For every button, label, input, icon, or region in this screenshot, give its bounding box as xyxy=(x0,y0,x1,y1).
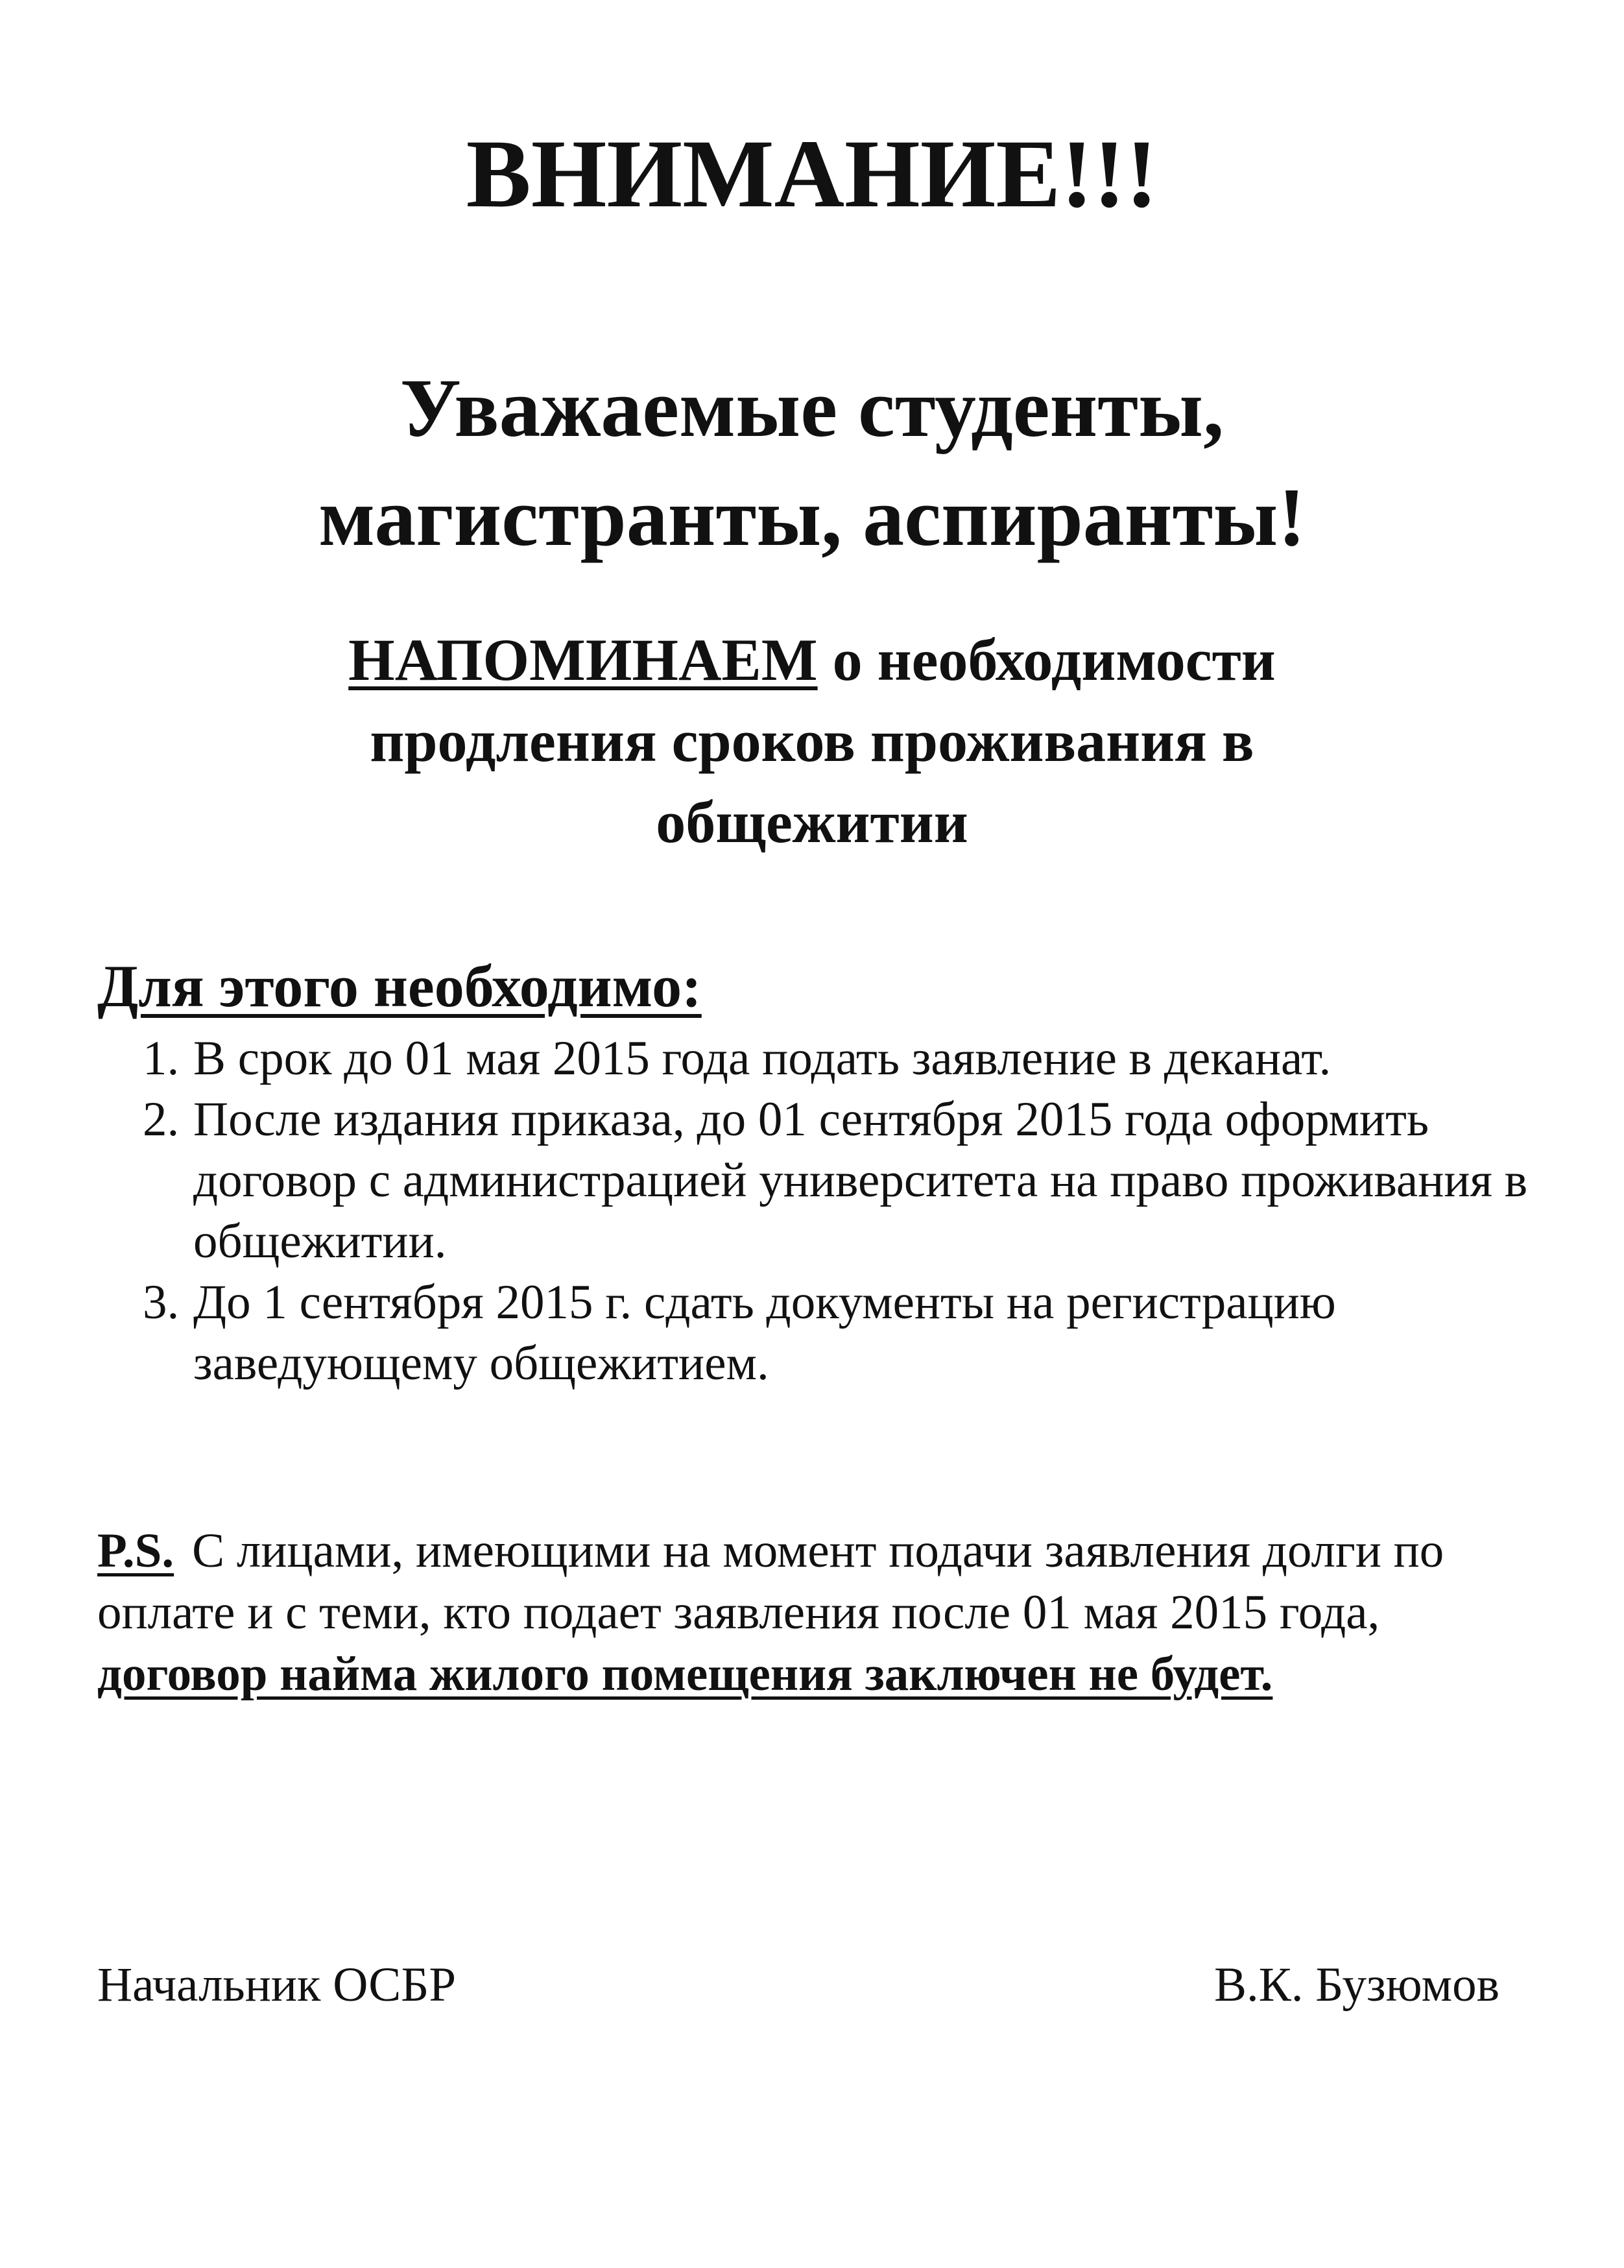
requirements-heading: Для этого необходимо: xyxy=(97,953,702,1019)
list-item xyxy=(143,1089,1537,1272)
reminder-line-2: продления сроков проживания в xyxy=(370,708,1254,774)
signer-name: В.К. Бузюмов xyxy=(1213,1958,1499,2012)
list-item-text: После издания приказа, до 01 сентября 2015 года оформить договор с администрацией университета на право проживания в общежитии. xyxy=(193,1092,1528,1268)
list-item-number: 2. xyxy=(143,1092,180,1146)
reminder-emphasis: НАПОМИНАЕМ xyxy=(348,627,818,693)
greeting-line-2: магистранты, аспиранты! xyxy=(318,471,1306,563)
list-item xyxy=(143,1028,1537,1089)
requirements-list xyxy=(143,1028,1537,1394)
reminder xyxy=(0,620,1624,863)
reminder-line-3: общежитии xyxy=(656,789,968,855)
postscript-label: P.S. xyxy=(97,1524,174,1578)
postscript-emphasis: договор найма жилого помещения заключен не будет. xyxy=(97,1647,1273,1701)
list-item-number: 1. xyxy=(143,1031,180,1085)
postscript-text: С лицами, имеющими на момент подачи заявления долги по оплате и с теми, кто подает заявления после 01 мая 2015 года, xyxy=(97,1524,1444,1639)
list-item-text: До 1 сентября 2015 г. сдать документы на регистрацию заведующему общежитием. xyxy=(193,1275,1336,1390)
greeting-line-1: Уважаемые студенты, xyxy=(400,362,1224,454)
postscript xyxy=(97,1520,1524,1705)
list-item xyxy=(143,1272,1537,1394)
list-item-text: В срок до 01 мая 2015 года подать заявление в деканат. xyxy=(193,1031,1331,1085)
reminder-line-1: о необходимости xyxy=(817,627,1276,693)
greeting xyxy=(0,354,1624,572)
list-item-number: 3. xyxy=(143,1275,180,1329)
notice-heading: ВНИМАНИЕ!!! xyxy=(466,120,1158,228)
signer-title: Начальник ОСБР xyxy=(97,1958,457,2012)
